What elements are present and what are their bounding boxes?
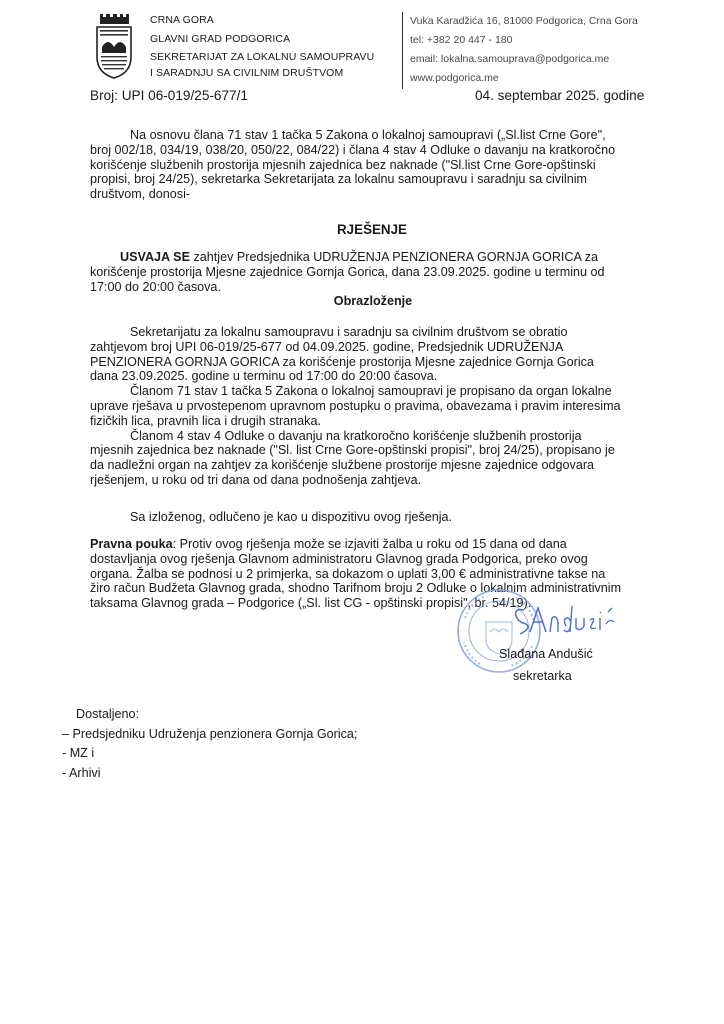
- reasoning-line: rješenjem, u roku od tri dana od dana podnošenja zahtjeva.: [90, 472, 422, 487]
- reasoning-line: Sekretarijatu za lokalnu samoupravu i saradnju sa civilnim društvom se obratio: [130, 325, 568, 339]
- decision-lead: USVAJA SE: [120, 250, 190, 264]
- delivery-list: [62, 705, 357, 783]
- reasoning-block: [90, 325, 630, 488]
- decision-first-rest: zahtjev Predsjednika UDRUŽENJA PENZIONERA GORNJA GORICA za: [190, 250, 599, 264]
- header-left: [150, 13, 374, 81]
- decision-line: korišćenje prostorija Mjesne zajednice Gornja Gorica, dana 23.09.2025. godine u terminu od: [90, 264, 605, 279]
- reasoning-line: fizičkih lica, pravnih lica i drugih stranaka.: [90, 413, 321, 428]
- decision-first-line: [90, 250, 630, 265]
- intro-line: propisi, broj 24/25), sekretarka Sekretarijata za lokalnu samoupravu i saradnju sa civilnim: [90, 172, 587, 187]
- header-address: Vuka Karadžića 16, 81000 Podgorica, Crna Gora: [410, 15, 638, 27]
- legal-notice-first-rest: : Protiv ovog rješenja može se izjaviti žalba u roku od 15 dana od dana: [172, 537, 567, 551]
- delivery-item: - Arhivi: [62, 765, 101, 780]
- reasoning-line: zahtjevom broj UPI 06-019/25-677 od 04.09.2025. godine, Predsjednik UDRUŽENJA: [90, 339, 564, 354]
- handwritten-signature: [506, 598, 626, 642]
- decision-title: RJEŠENJE: [337, 222, 407, 237]
- intro-line: broj 002/18, 034/19, 038/20, 050/22, 084/22) i člana 4 stav 4 Odluke o davanju na kratkoročno: [90, 142, 616, 157]
- reasoning-paragraph-1: [90, 325, 630, 384]
- signature-scribble-icon: [506, 598, 626, 642]
- header-city: GLAVNI GRAD PODGORICA: [150, 32, 291, 45]
- intro-line: Na osnovu člana 71 stav 1 tačka 5 Zakona o lokalnoj samoupravi („Sl.list Crne Gore",: [130, 128, 606, 142]
- header-country: CRNA GORA: [150, 14, 214, 26]
- legal-notice-line: dostavljanja ovog rješenja Glavnom administratoru Glavnog grada Podgorica, preko ovog: [90, 551, 588, 566]
- reasoning-line: PENZIONERA GORNJA GORICA za korišćenje prostorija Mjesne zajednice Gornja Gorica: [90, 354, 594, 369]
- header-right: [410, 13, 638, 86]
- reasoning-line: Članom 4 stav 4 Odluke o davanju na kratkoročno korišćenje službenih prostorija: [130, 428, 582, 443]
- header-phone: tel: +382 20 447 - 180: [410, 34, 513, 47]
- crest: [94, 13, 134, 79]
- delivery-label: Dostaljeno:: [76, 707, 140, 721]
- signatory-title: sekretarka: [513, 669, 572, 683]
- legal-notice-line: žiro račun Budžeta Glavnog grada, shodno Tarifnom broju 2 Odluke o lokalnim administrativnim: [90, 581, 622, 596]
- delivery-item: - MZ i: [62, 746, 95, 760]
- intro-line: društvom, donosi-: [90, 187, 191, 202]
- delivery-item: – Predsjedniku Udruženja penzionera Gornja Gorica;: [62, 726, 358, 741]
- reasoning-title: Obrazloženje: [333, 294, 413, 308]
- intro-line: korišćenje službenih prostorija mjesnih zajednica bez naknade ("Sl.list Crne Gore-opštinski: [90, 157, 596, 172]
- header-secretariat: SEKRETARIJAT ZA LOKALNU SAMOUPRAVU: [150, 51, 375, 63]
- decision-paragraph: [90, 250, 630, 294]
- header-secretariat-2: I SARADNJU SA CIVILNIM DRUŠTVOM: [150, 66, 344, 79]
- document-number: Broj: UPI 06-019/25-677/1: [90, 88, 248, 103]
- reasoning-line: mjesnih zajednica bez naknade ("Sl. list Crne Gore-opštinski propisi", broj 24/25), propisano je: [90, 443, 615, 458]
- conclusion-text: Sa izloženog, odlučeno je kao u dispozitivu ovog rješenja.: [130, 510, 453, 524]
- reasoning-line: uprave rješava u prvostepenom upravnom postupku o pravima, obavezama i pravim interesima: [90, 398, 621, 413]
- legal-notice-line: taksama Glavnog grada – Podgorice („Sl. list CG - opštinski propisi", br. 54/19).: [90, 596, 532, 611]
- legal-notice-first-line: [90, 537, 630, 552]
- legal-notice-line: organa. Žalba se podnosi u 2 primjerka, sa dokazom o uplati 3,00 € administrativne takse na: [90, 566, 606, 581]
- reasoning-paragraph-3: [90, 429, 630, 488]
- reasoning-line: Članom 71 stav 1 tačka 5 Zakona o lokalnoj samoupravi je propisano da organ lokalne: [130, 384, 612, 399]
- coat-of-arms-icon: [94, 13, 134, 79]
- reasoning-line: da nadležni organ na zahtjev za korišćenje službene prostorije mjesne zajednice odgovara: [90, 458, 595, 473]
- reasoning-line: dana 23.09.2025. godine u terminu od 17:00 do 20:00 časova.: [90, 369, 438, 384]
- reasoning-paragraph-2: [90, 384, 630, 428]
- legal-notice-label: Pravna pouka: [90, 537, 173, 551]
- signatory-name: Slađana Andušić: [499, 647, 593, 661]
- intro-paragraph: [90, 128, 626, 202]
- document-date: 04. septembar 2025. godine: [475, 88, 645, 103]
- header-email: email: lokalna.samouprava@podgorica.me: [410, 53, 610, 66]
- header-website: www.podgorica.me: [410, 71, 499, 84]
- header-divider: [402, 12, 403, 89]
- decision-line: 17:00 do 20:00 časova.: [90, 279, 221, 294]
